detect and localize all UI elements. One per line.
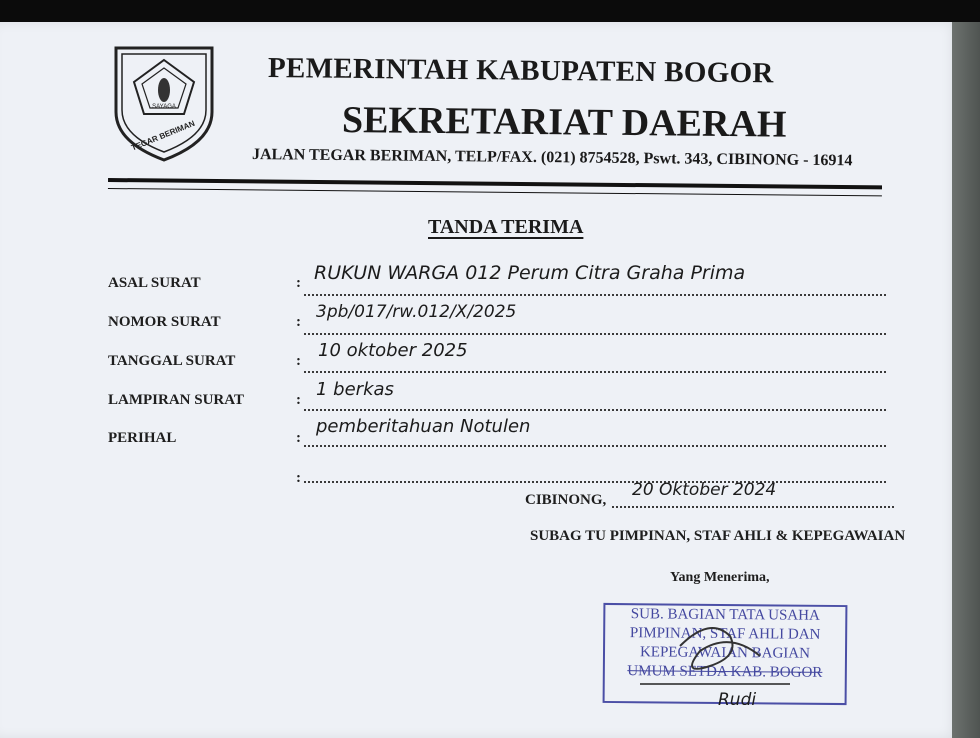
document-title: TANDA TERIMA bbox=[428, 216, 584, 238]
table-background bbox=[952, 22, 980, 738]
header-address: JALAN TEGAR BERIMAN, TELP/FAX. (021) 8754528, Pswt. 343, CIBINONG - 16914 bbox=[251, 146, 853, 170]
label-lampiran-surat: LAMPIRAN SURAT bbox=[108, 392, 244, 408]
dotted-line bbox=[304, 409, 886, 411]
logo-inner-text: SAYAGA bbox=[152, 104, 176, 110]
label-perihal: PERIHAL bbox=[108, 430, 177, 446]
colon: : bbox=[296, 392, 301, 408]
signature-scribble bbox=[640, 606, 790, 696]
receiver-label: Yang Menerima, bbox=[670, 570, 770, 585]
value-perihal: pemberitahuan Notulen bbox=[316, 416, 531, 437]
top-black-bar bbox=[0, 0, 980, 22]
value-nomor-surat: 3pb/017/rw.012/X/2025 bbox=[316, 302, 517, 322]
dotted-line-empty bbox=[304, 481, 886, 483]
stamp-line: PIMPINAN, STAF AHLI DAN bbox=[629, 625, 821, 643]
colon: : bbox=[296, 353, 301, 369]
header-government: PEMERINTAH KABUPATEN BOGOR bbox=[267, 52, 774, 90]
receipt-date: 20 Oktober 2024 bbox=[632, 480, 777, 500]
date-dotted-line bbox=[612, 506, 894, 508]
place-label: CIBINONG, bbox=[525, 492, 607, 508]
header-secretariat: SEKRETARIAT DAERAH bbox=[341, 99, 787, 146]
regency-emblem-logo bbox=[112, 42, 216, 164]
label-tanggal-surat: TANGGAL SURAT bbox=[108, 353, 236, 369]
unit-name: SUBAG TU PIMPINAN, STAF AHLI & KEPEGAWAIAN bbox=[530, 528, 906, 544]
signature-name: Rudi bbox=[718, 690, 757, 710]
stamp-line: KEPEGAWAIAN BAGIAN bbox=[639, 644, 811, 662]
colon: : bbox=[296, 314, 301, 330]
colon: : bbox=[296, 275, 301, 291]
value-lampiran-surat: 1 berkas bbox=[316, 379, 394, 400]
stamp-line: SUB. BAGIAN TATA USAHA bbox=[630, 606, 820, 624]
colon: : bbox=[296, 470, 301, 486]
stamp-line: UMUM SETDA KAB. BOGOR bbox=[627, 663, 823, 681]
label-asal-surat: ASAL SURAT bbox=[108, 275, 201, 291]
colon: : bbox=[296, 430, 301, 446]
dotted-line bbox=[304, 371, 886, 373]
value-asal-surat: RUKUN WARGA 012 Perum Citra Graha Prima bbox=[314, 262, 746, 284]
dotted-line bbox=[304, 294, 886, 296]
value-tanggal-surat: 10 oktober 2025 bbox=[318, 340, 468, 361]
label-nomor-surat: NOMOR SURAT bbox=[108, 314, 221, 330]
dotted-line bbox=[304, 333, 886, 335]
logo-motto-text: TEGAR BERIMAN bbox=[130, 118, 197, 153]
dotted-line bbox=[304, 445, 886, 447]
